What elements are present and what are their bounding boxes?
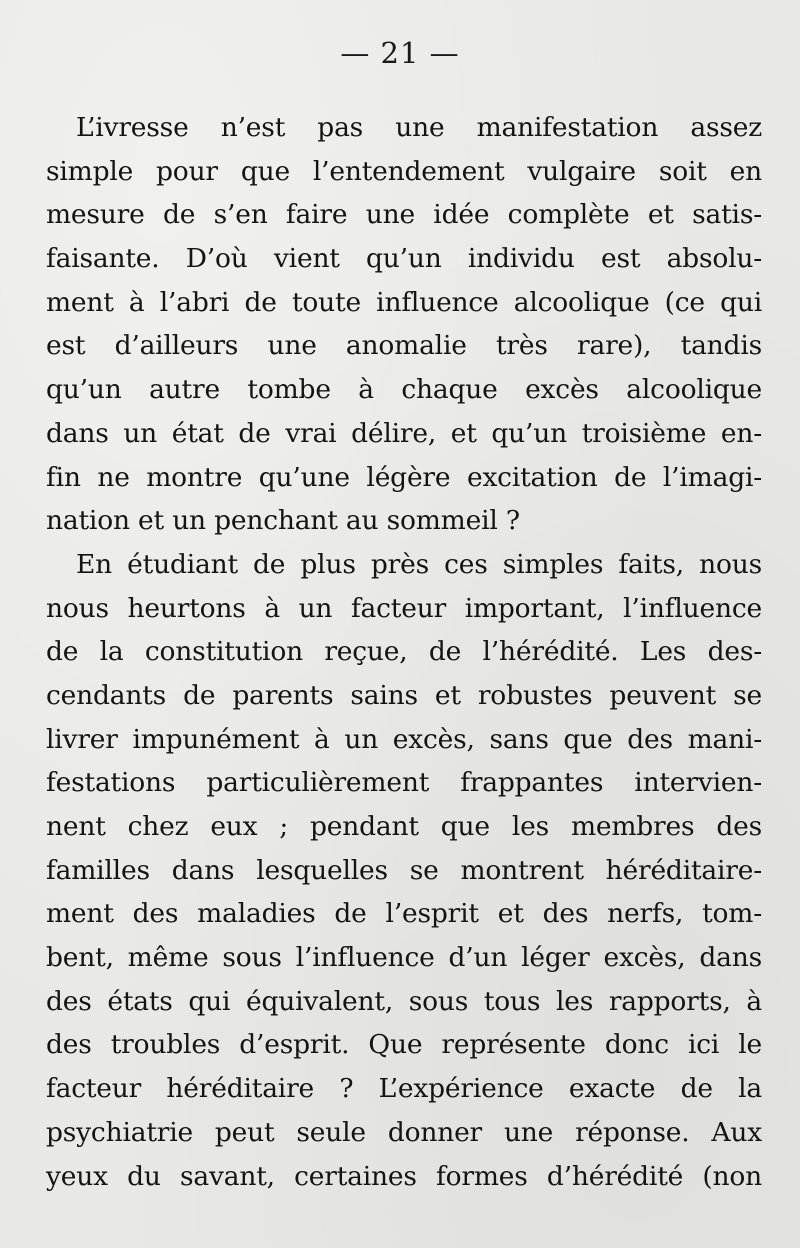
page-number: — 21 — <box>340 36 460 70</box>
text-line: nation et un penchant au sommeil ? <box>46 505 520 537</box>
paragraph <box>46 543 762 1198</box>
text-line: ment des maladies de l’esprit et des nerfs, tom- <box>46 898 762 930</box>
paragraph <box>46 106 762 543</box>
text-line: livrer impunément à un excès, sans que des mani- <box>46 723 762 755</box>
text-line: fin ne montre qu’une légère excitation de l’imagi- <box>46 461 762 493</box>
text-line: En étudiant de plus près ces simples faits, nous <box>76 548 762 580</box>
body-text <box>46 106 762 1198</box>
text-line: simple pour que l’entendement vulgaire soit en <box>46 155 762 187</box>
text-line: faisante. D’où vient qu’un individu est absolu- <box>46 243 762 275</box>
text-line: psychiatrie peut seule donner une réponse. Aux <box>46 1116 762 1148</box>
text-line: bent, même sous l’influence d’un léger excès, dans <box>46 942 762 974</box>
text-line: cendants de parents sains et robustes peuvent se <box>46 679 762 711</box>
text-line: qu’un autre tombe à chaque excès alcoolique <box>46 374 762 406</box>
text-line: festations particulièrement frappantes intervien- <box>46 767 762 799</box>
text-line: nous heurtons à un facteur important, l’influence <box>46 592 762 624</box>
text-line: mesure de s’en faire une idée complète et satis- <box>46 199 762 231</box>
text-line: nent chez eux ; pendant que les membres des <box>46 811 762 842</box>
text-line: facteur héréditaire ? L’expérience exacte de la <box>46 1073 762 1105</box>
text-line: est d’ailleurs une anomalie très rare), tandis <box>46 330 762 362</box>
text-line: yeux du savant, certaines formes d’hérédité (non <box>46 1160 762 1192</box>
text-line: L’ivresse n’est pas une manifestation assez <box>76 112 762 143</box>
text-line: dans un état de vrai délire, et qu’un troisième en- <box>46 417 762 449</box>
text-line: ment à l’abri de toute influence alcoolique (ce qui <box>46 286 762 318</box>
text-line: de la constitution reçue, de l’hérédité. Les des- <box>46 636 762 668</box>
text-line: des états qui équivalent, sous tous les rapports, à <box>46 985 762 1017</box>
text-line: familles dans lesquelles se montrent héréditaire- <box>46 854 762 886</box>
text-line: des troubles d’esprit. Que représente donc ici le <box>46 1029 762 1061</box>
